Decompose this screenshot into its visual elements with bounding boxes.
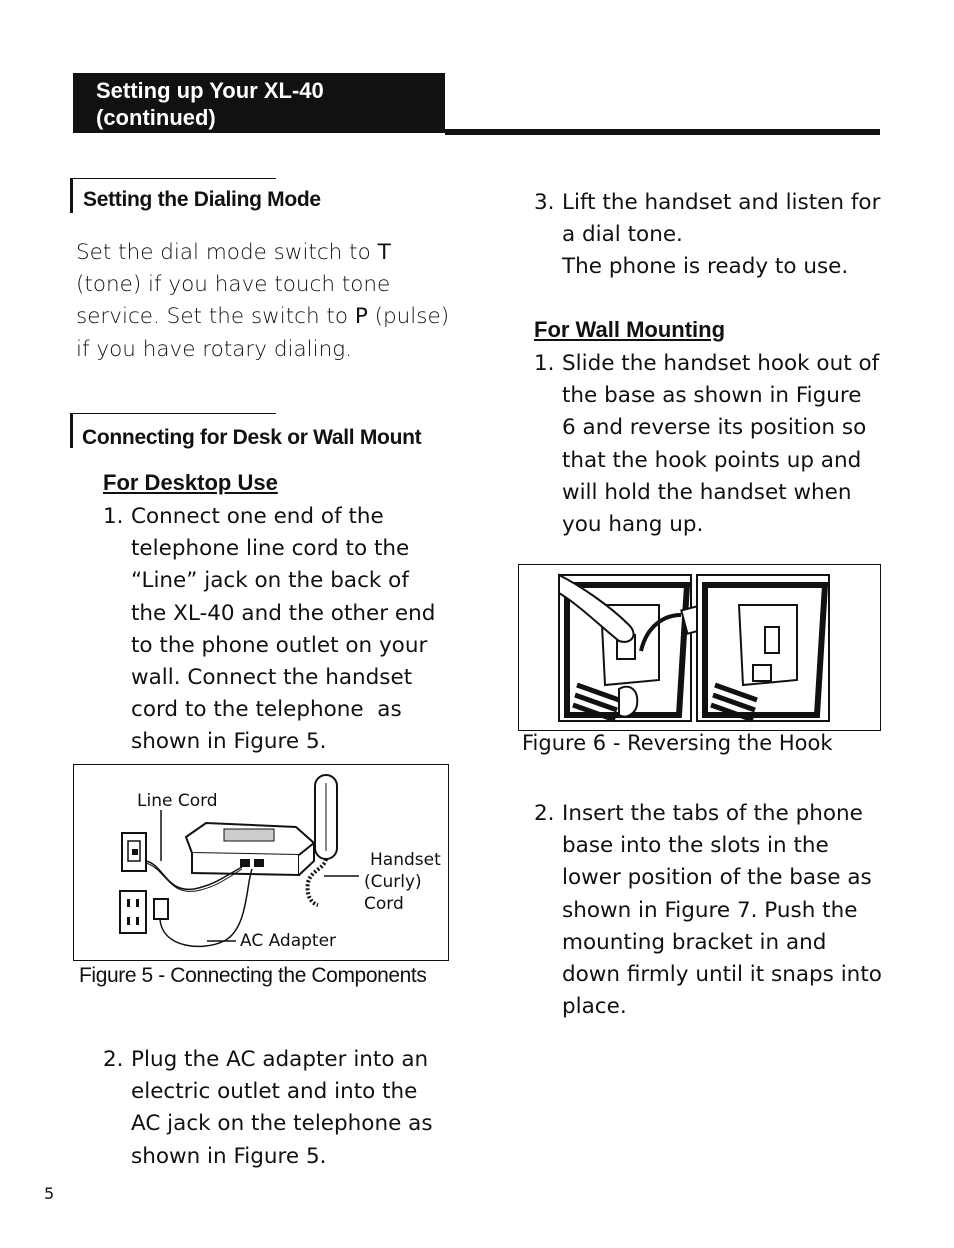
text-line: Insert the tabs of the phone	[562, 801, 863, 826]
header-rule	[445, 129, 880, 135]
text-line: if you have rotary dialing.	[76, 336, 352, 362]
list-item-wall-step2	[534, 798, 894, 1023]
text-line: wall. Connect the handset	[131, 665, 413, 691]
figure-5	[73, 764, 449, 961]
text-line: base into the slots in the	[562, 833, 829, 859]
list-number: 3.	[534, 190, 555, 215]
text-line: shown in Figure 7. Push the	[562, 897, 858, 923]
key-letter-t: T	[377, 240, 391, 265]
figure-6-caption: Figure 6 - Reversing the Hook	[522, 731, 833, 755]
text-line: the base as shown in Figure	[562, 383, 862, 409]
page-title	[96, 77, 324, 131]
list-item-wall-step1	[534, 348, 894, 541]
text-run: Set the dial mode switch to	[76, 240, 378, 265]
list-text	[131, 1044, 453, 1173]
text-line: (tone) if you have touch tone	[76, 272, 391, 298]
section-marker-rule	[70, 413, 276, 414]
text-line: AC jack on the telephone as	[131, 1111, 433, 1137]
text-line: electric outlet and into the	[131, 1079, 418, 1105]
text-line: will hold the handset when	[562, 479, 852, 505]
label-line-cord: Line Cord	[137, 791, 218, 811]
text-line: 6 and reverse its position so	[562, 415, 867, 441]
text-line: you hang up.	[562, 512, 704, 538]
hook-reversal-illustration	[519, 565, 880, 730]
text-line: place.	[562, 994, 627, 1020]
text-run: (pulse)	[367, 304, 450, 330]
list-number: 2.	[103, 1047, 124, 1072]
list-text	[562, 187, 894, 284]
text-line: Slide the handset hook out of	[562, 351, 880, 376]
thumb-icon	[619, 687, 637, 717]
list-item-desktop-step1	[103, 501, 453, 759]
text-line: lower position of the base as	[562, 865, 872, 891]
wall-jack-icon	[122, 833, 146, 871]
page-title-line2: (continued)	[96, 105, 216, 130]
list-number: 1.	[534, 351, 555, 376]
text-line: Lift the handset and listen for	[562, 190, 881, 215]
text-line: The phone is ready to use.	[562, 254, 849, 280]
label-cord: Cord	[364, 894, 404, 914]
power-outlet-icon	[120, 891, 146, 933]
label-curly: (Curly)	[364, 872, 422, 892]
figure-5-caption: Figure 5 - Connecting the Components	[79, 964, 427, 987]
section-marker	[70, 413, 73, 448]
text-line: to the phone outlet on your	[131, 632, 428, 658]
text-line: that the hook points up and	[562, 447, 862, 473]
list-number: 2.	[534, 801, 555, 826]
key-letter-p: P	[354, 304, 368, 330]
dialing-mode-paragraph	[76, 237, 456, 366]
text-line: Connect one end of the	[131, 504, 384, 529]
text-line: mounting bracket in and	[562, 929, 827, 955]
label-ac-adapter: AC Adapter	[240, 931, 337, 951]
base-panel-right	[697, 575, 829, 721]
text-line: “Line” jack on the back of	[131, 568, 409, 594]
section-title-connecting: Connecting for Desk or Wall Mount	[82, 426, 422, 449]
subheading-wall-mounting: For Wall Mounting	[534, 317, 726, 342]
text-run: service. Set the switch to	[76, 304, 355, 330]
page-title-line1: Setting up Your XL-40	[96, 78, 324, 103]
list-text	[131, 501, 453, 759]
label-handset: Handset	[370, 850, 441, 870]
text-line: shown in Figure 5.	[131, 729, 327, 755]
subheading-desktop-use: For Desktop Use	[103, 470, 278, 495]
text-line: down firmly until it snaps into	[562, 962, 882, 988]
figure-6	[518, 564, 881, 731]
text-line: the XL-40 and the other end	[131, 600, 436, 626]
handset-icon	[315, 775, 337, 859]
section-title-dialing-mode: Setting the Dialing Mode	[83, 188, 321, 211]
text-line: a dial tone.	[562, 222, 683, 248]
page-number: 5	[44, 1184, 55, 1203]
text-line: shown in Figure 5.	[131, 1143, 327, 1169]
telephone-base-icon	[186, 823, 314, 875]
text-line: Plug the AC adapter into an	[131, 1047, 429, 1072]
list-text	[562, 348, 894, 541]
list-item-desktop-step2	[103, 1044, 453, 1173]
list-number: 1.	[103, 504, 124, 529]
text-line: cord to the telephone as	[131, 697, 402, 723]
text-line: telephone line cord to the	[131, 536, 410, 562]
section-marker	[70, 178, 73, 213]
list-item-step3	[534, 187, 894, 284]
list-text	[562, 798, 894, 1023]
section-marker-rule	[70, 178, 276, 179]
